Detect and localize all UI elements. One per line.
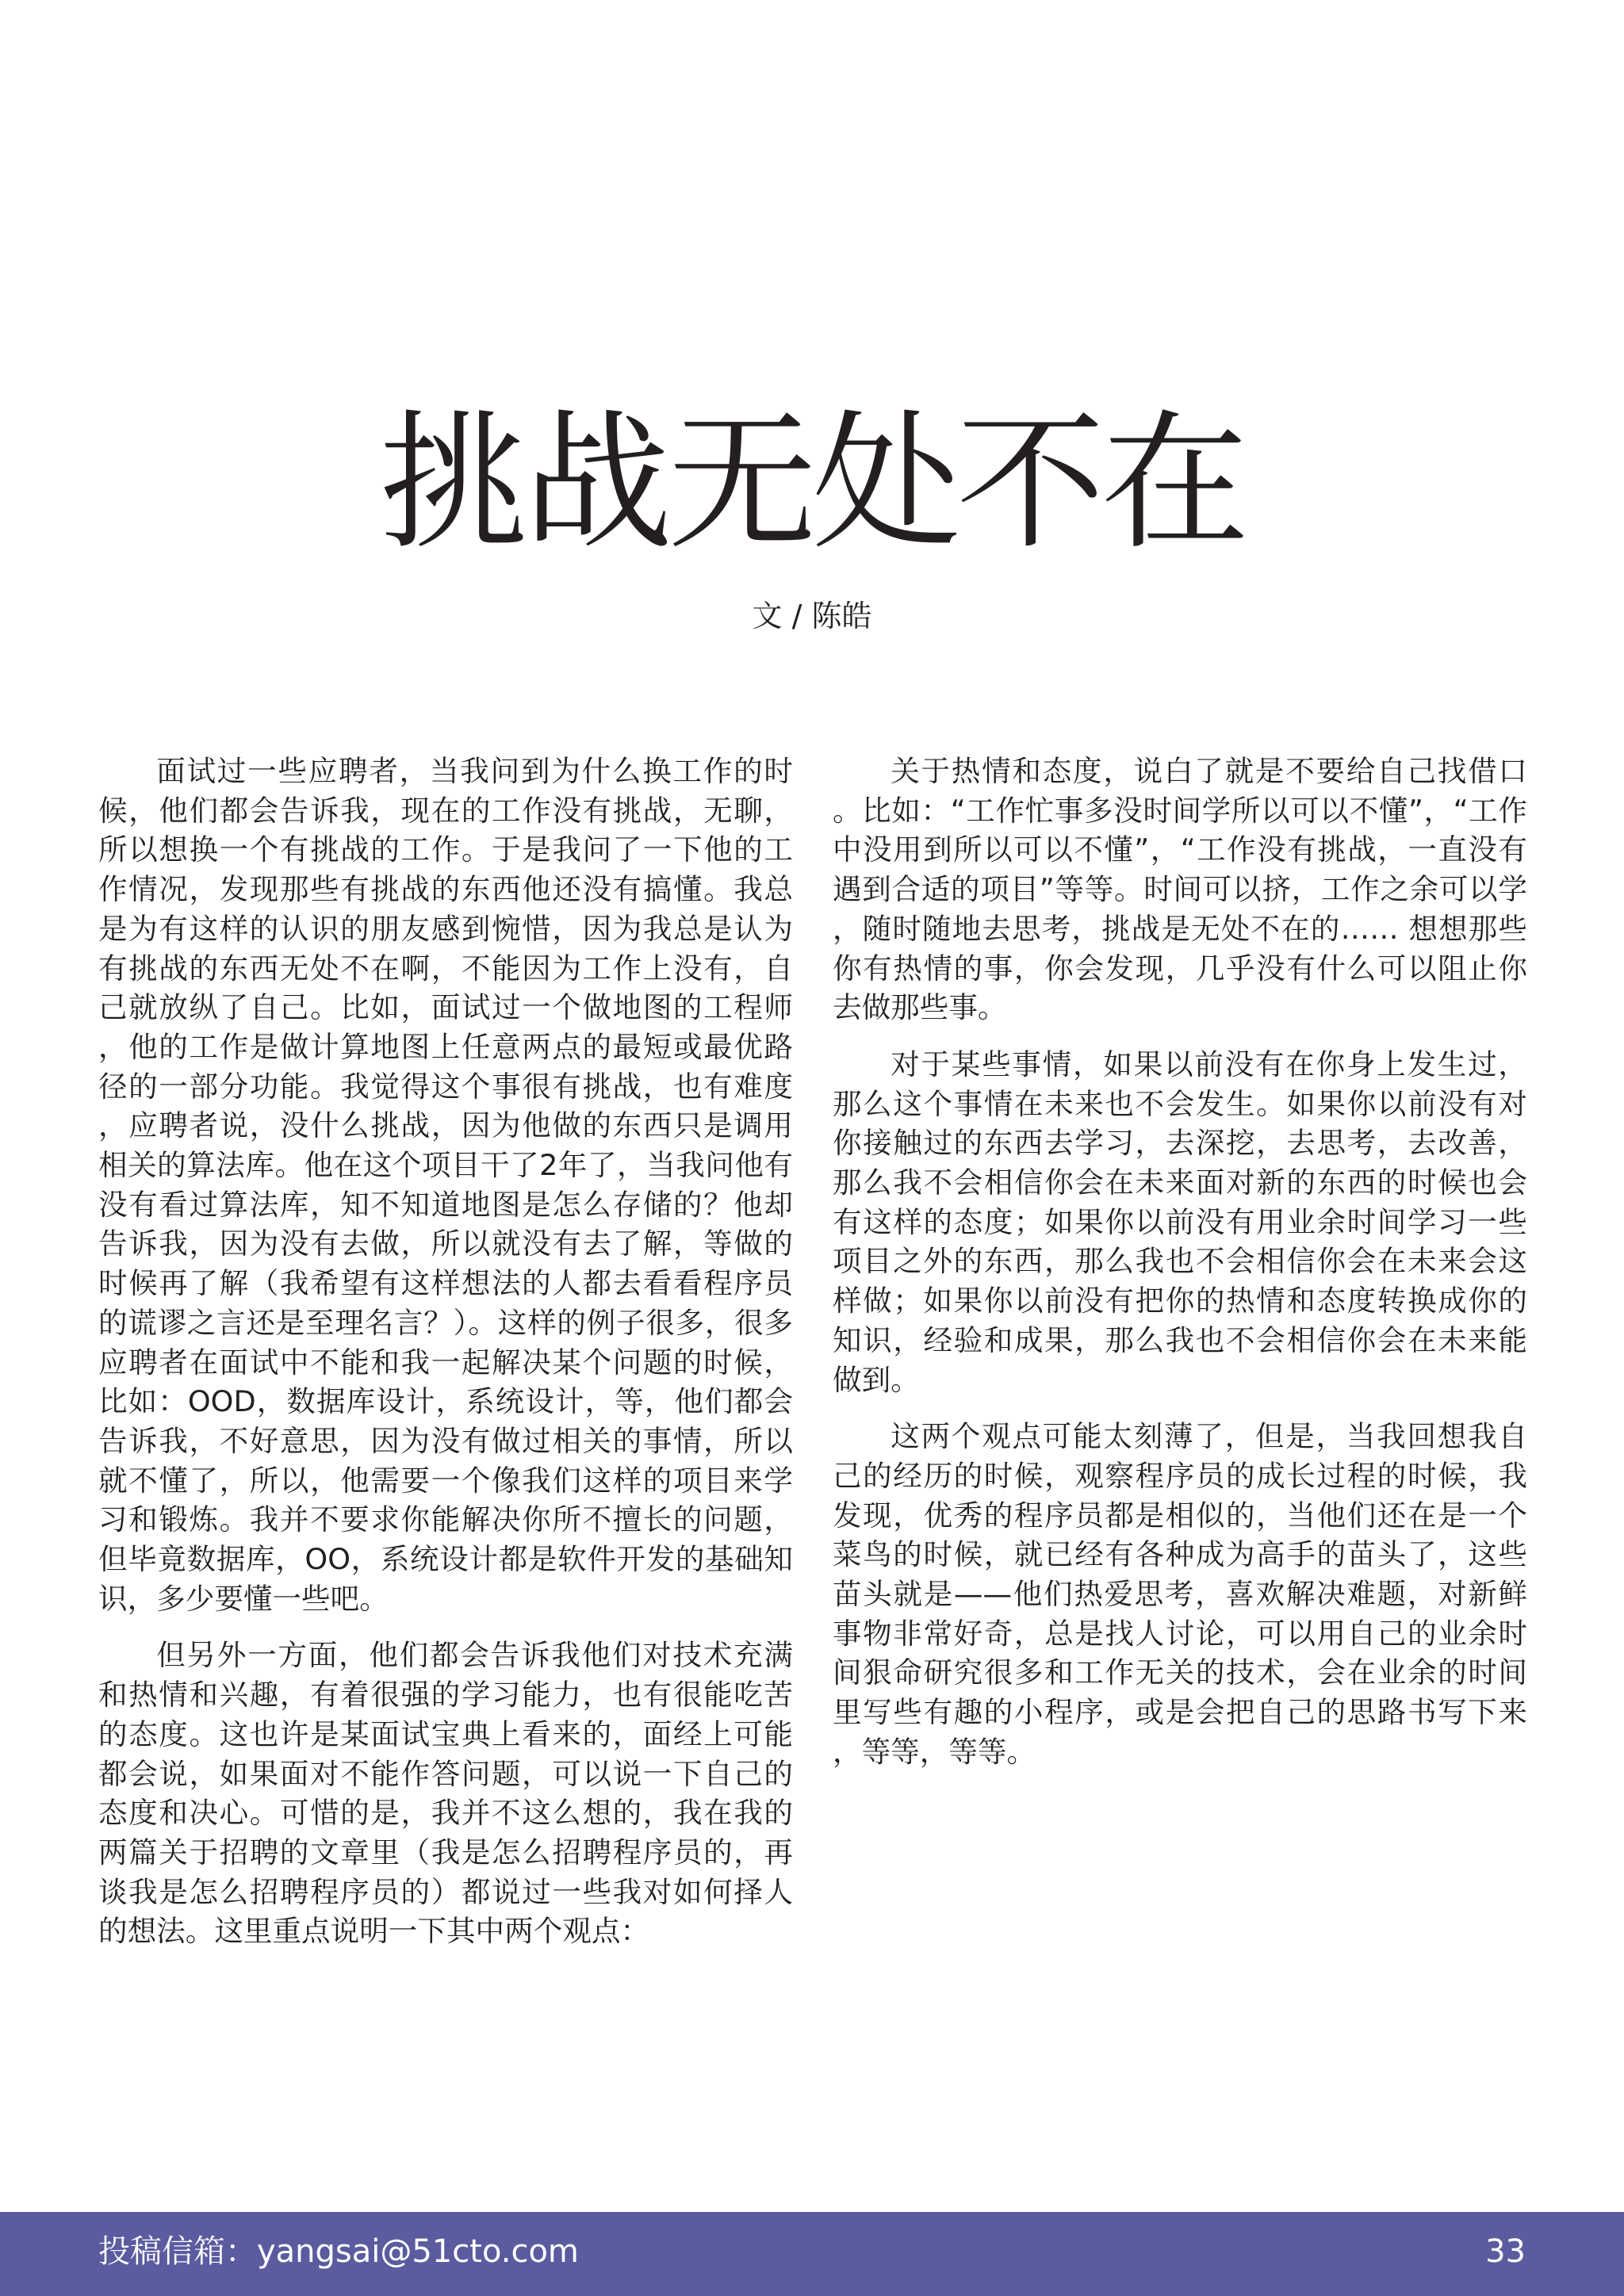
text-column-right [833, 752, 1527, 1789]
paragraph: 关于热情和态度，说白了就是不要给自己找借口。比如：“工作忙事多没时间学所以可以不懂”，“工作中没用到所以可以不懂”，“工作没有挑战，一直没有遇到合适的项目”等等。时间可以挤，工作之余可以学，随时随地去思考，挑战是无处不在的…… 想想那些你有热情的事，你会发现，几乎没有什么可以阻止你去做那些事。 [833, 754, 1527, 1025]
footer-bar [0, 2212, 1624, 2296]
paragraph: 这两个观点可能太刻薄了，但是，当我回想我自己的经历的时候，观察程序员的成长过程的时候，我发现，优秀的程序员都是相似的，当他们还在是一个菜鸟的时候，就已经有各种成为高手的苗头了，这些苗头就是——他们热爱思考，喜欢解决难题，对新鲜事物非常好奇，总是找人讨论，可以用自己的业余时间狠命研究很多和工作无关的技术，会在业余的时间里写些有趣的小程序，或是会把自己的思路书写下来，等等，等等。 [833, 1419, 1527, 1769]
paragraph: 对于某些事情，如果以前没有在你身上发生过，那么这个事情在未来也不会发生。如果你以前没有对你接触过的东西去学习，去深挖，去思考，去改善，那么我不会相信你会在未来面对新的东西的时候也会有这样的态度；如果你以前没有用业余时间学习一些项目之外的东西，那么我也不会相信你会在未来会这样做；如果你以前没有把你的热情和态度转换成你的知识，经验和成果，那么我也不会相信你会在未来能做到。 [833, 1047, 1527, 1397]
page-number: 33 [1485, 2233, 1526, 2270]
text-column-left [98, 752, 793, 1969]
paragraph: 面试过一些应聘者，当我问到为什么换工作的时候，他们都会告诉我，现在的工作没有挑战，无聊，所以想换一个有挑战的工作。于是我问了一下他的工作情况，发现那些有挑战的东西他还没有搞懂。我总是为有这样的认识的朋友感到惋惜，因为我总是认为有挑战的东西无处不在啊，不能因为工作上没有，自己就放纵了自己。比如，面试过一个做地图的工程师，他的工作是做计算地图上任意两点的最短或最优路径的一部分功能。我觉得这个事很有挑战，也有难度，应聘者说，没什么挑战，因为他做的东西只是调用相关的算法库。他在这个项目干了2年了，当我问他有没有看过算法库，知不知道地图是怎么存储的？他却告诉我，因为没有去做，所以就没有去了解，等做的时候再了解（我希望有这样想法的人都去看看程序员的谎谬之言还是至理名言？）。这样的例子很多，很多应聘者在面试中不能和我一起解决某个问题的时候，比如：OOD，数据库设计，系统设计，等，他们都会告诉我，不好意思，因为没有做过相关的事情，所以就不懂了，所以，他需要一个像我们这样的项目来学习和锻炼。我并不要求你能解决你所不擅长的问题，但毕竟数据库，OO，系统设计都是软件开发的基础知识，多少要懂一些吧。 [98, 754, 793, 1616]
submission-email: 投稿信箱：yangsai@51cto.com [98, 2233, 579, 2270]
paragraph: 但另外一方面，他们都会告诉我他们对技术充满和热情和兴趣，有着很强的学习能力，也有很能吃苦的态度。这也许是某面试宝典上看来的，面经上可能都会说，如果面对不能作答问题，可以说一下自己的态度和决心。可惜的是，我并不这么想的，我在我的两篇关于招聘的文章里（我是怎么招聘程序员的，再谈我是怎么招聘程序员的）都说过一些我对如何择人的想法。这里重点说明一下其中两个观点： [98, 1638, 793, 1949]
article-title: 挑战无处不在 [379, 396, 1245, 570]
article-byline: 文 / 陈皓 [752, 599, 872, 633]
